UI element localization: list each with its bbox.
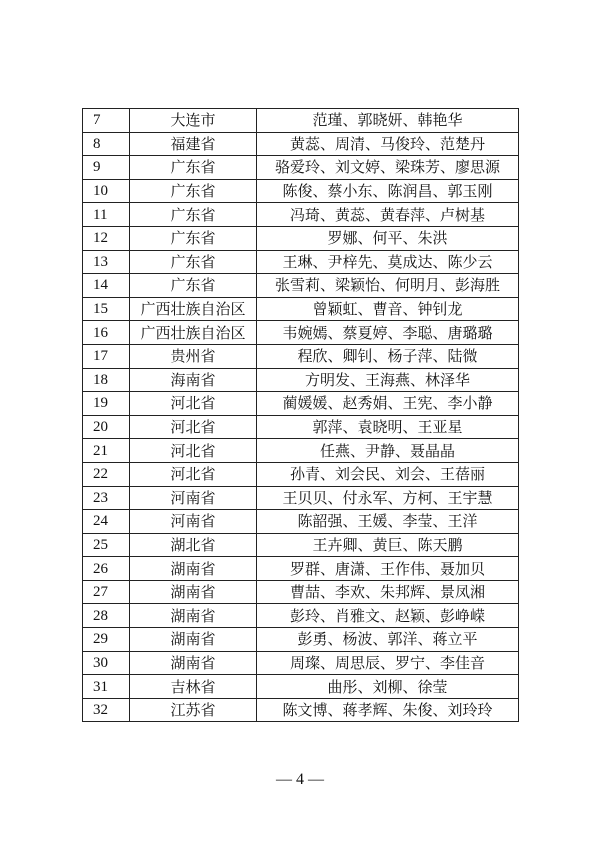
names-cell: 罗娜、何平、朱洪 <box>257 226 519 250</box>
region-cell: 福建省 <box>130 132 257 156</box>
row-number-cell: 26 <box>83 557 130 581</box>
names-cell: 曲彤、刘柳、徐莹 <box>257 675 519 699</box>
region-cell: 广西壮族自治区 <box>130 321 257 345</box>
row-number-cell: 23 <box>83 486 130 510</box>
roster-table <box>82 108 519 722</box>
region-cell: 江苏省 <box>130 698 257 722</box>
region-cell: 湖南省 <box>130 604 257 628</box>
region-cell: 广西壮族自治区 <box>130 297 257 321</box>
names-cell: 方明发、王海燕、林泽华 <box>257 368 519 392</box>
names-cell: 周璨、周思辰、罗宁、李佳音 <box>257 651 519 675</box>
table-row <box>83 297 519 321</box>
region-cell: 广东省 <box>130 226 257 250</box>
row-number-cell: 19 <box>83 392 130 416</box>
table-row <box>83 132 519 156</box>
table-row <box>83 557 519 581</box>
row-number-cell: 20 <box>83 415 130 439</box>
names-cell: 韦婉嫣、蔡夏婷、李聪、唐璐璐 <box>257 321 519 345</box>
region-cell: 广东省 <box>130 156 257 180</box>
names-cell: 王琳、尹梓先、莫成达、陈少云 <box>257 250 519 274</box>
row-number-cell: 12 <box>83 226 130 250</box>
row-number-cell: 7 <box>83 109 130 133</box>
names-cell: 王卉卿、黄巨、陈天鹏 <box>257 533 519 557</box>
table-row <box>83 226 519 250</box>
row-number-cell: 21 <box>83 439 130 463</box>
table-row <box>83 651 519 675</box>
names-cell: 黄蕊、周清、马俊玲、范楚丹 <box>257 132 519 156</box>
table-row <box>83 156 519 180</box>
table-row <box>83 321 519 345</box>
row-number-cell: 27 <box>83 580 130 604</box>
table-row <box>83 344 519 368</box>
names-cell: 曹喆、李欢、朱邦辉、景凤湘 <box>257 580 519 604</box>
row-number-cell: 8 <box>83 132 130 156</box>
table-row <box>83 628 519 652</box>
table-row <box>83 415 519 439</box>
table-row <box>83 109 519 133</box>
region-cell: 湖南省 <box>130 651 257 675</box>
names-cell: 范瑾、郭晓妍、韩艳华 <box>257 109 519 133</box>
region-cell: 海南省 <box>130 368 257 392</box>
row-number-cell: 14 <box>83 274 130 298</box>
region-cell: 河北省 <box>130 415 257 439</box>
names-cell: 程欣、卿钊、杨子萍、陆微 <box>257 344 519 368</box>
region-cell: 贵州省 <box>130 344 257 368</box>
table-row <box>83 580 519 604</box>
region-cell: 湖南省 <box>130 557 257 581</box>
table-row <box>83 179 519 203</box>
row-number-cell: 13 <box>83 250 130 274</box>
table-row <box>83 368 519 392</box>
names-cell: 骆爱玲、刘文婷、梁珠芳、廖思源 <box>257 156 519 180</box>
names-cell: 彭玲、肖雅文、赵颖、彭峥嵘 <box>257 604 519 628</box>
table-row <box>83 486 519 510</box>
table-row <box>83 698 519 722</box>
names-cell: 陈文博、蒋孝辉、朱俊、刘玲玲 <box>257 698 519 722</box>
row-number-cell: 31 <box>83 675 130 699</box>
table-row <box>83 675 519 699</box>
names-cell: 蔺媛媛、赵秀娟、王宪、李小静 <box>257 392 519 416</box>
row-number-cell: 22 <box>83 462 130 486</box>
table-row <box>83 510 519 534</box>
region-cell: 湖北省 <box>130 533 257 557</box>
row-number-cell: 25 <box>83 533 130 557</box>
roster-table-body <box>83 109 519 722</box>
row-number-cell: 28 <box>83 604 130 628</box>
table-row <box>83 274 519 298</box>
region-cell: 广东省 <box>130 274 257 298</box>
names-cell: 孙青、刘会民、刘会、王蓓丽 <box>257 462 519 486</box>
row-number-cell: 10 <box>83 179 130 203</box>
region-cell: 湖南省 <box>130 628 257 652</box>
names-cell: 王贝贝、付永军、方柯、王宇慧 <box>257 486 519 510</box>
row-number-cell: 32 <box>83 698 130 722</box>
row-number-cell: 18 <box>83 368 130 392</box>
row-number-cell: 29 <box>83 628 130 652</box>
region-cell: 河北省 <box>130 439 257 463</box>
row-number-cell: 9 <box>83 156 130 180</box>
region-cell: 河南省 <box>130 510 257 534</box>
table-row <box>83 533 519 557</box>
names-cell: 郭萍、袁晓明、王亚星 <box>257 415 519 439</box>
table-row <box>83 462 519 486</box>
table-row <box>83 203 519 227</box>
names-cell: 罗群、唐潇、王作伟、聂加贝 <box>257 557 519 581</box>
row-number-cell: 17 <box>83 344 130 368</box>
region-cell: 河北省 <box>130 462 257 486</box>
region-cell: 吉林省 <box>130 675 257 699</box>
table-row <box>83 604 519 628</box>
names-cell: 陈韶强、王媛、李莹、王洋 <box>257 510 519 534</box>
row-number-cell: 24 <box>83 510 130 534</box>
row-number-cell: 16 <box>83 321 130 345</box>
region-cell: 广东省 <box>130 179 257 203</box>
table-row <box>83 392 519 416</box>
row-number-cell: 30 <box>83 651 130 675</box>
names-cell: 张雪莉、梁颖怡、何明月、彭海胜 <box>257 274 519 298</box>
table-row <box>83 439 519 463</box>
region-cell: 河南省 <box>130 486 257 510</box>
row-number-cell: 15 <box>83 297 130 321</box>
region-cell: 大连市 <box>130 109 257 133</box>
names-cell: 彭勇、杨波、郭洋、蒋立平 <box>257 628 519 652</box>
table-row <box>83 250 519 274</box>
page-number: — 4 — <box>276 771 324 788</box>
roster-table-container <box>82 108 519 722</box>
region-cell: 广东省 <box>130 250 257 274</box>
region-cell: 湖南省 <box>130 580 257 604</box>
names-cell: 冯琦、黄蕊、黄春萍、卢树基 <box>257 203 519 227</box>
row-number-cell: 11 <box>83 203 130 227</box>
region-cell: 广东省 <box>130 203 257 227</box>
names-cell: 任燕、尹静、聂晶晶 <box>257 439 519 463</box>
names-cell: 陈俊、蔡小东、陈润昌、郭玉刚 <box>257 179 519 203</box>
region-cell: 河北省 <box>130 392 257 416</box>
names-cell: 曾颖虹、曹音、钟钊龙 <box>257 297 519 321</box>
